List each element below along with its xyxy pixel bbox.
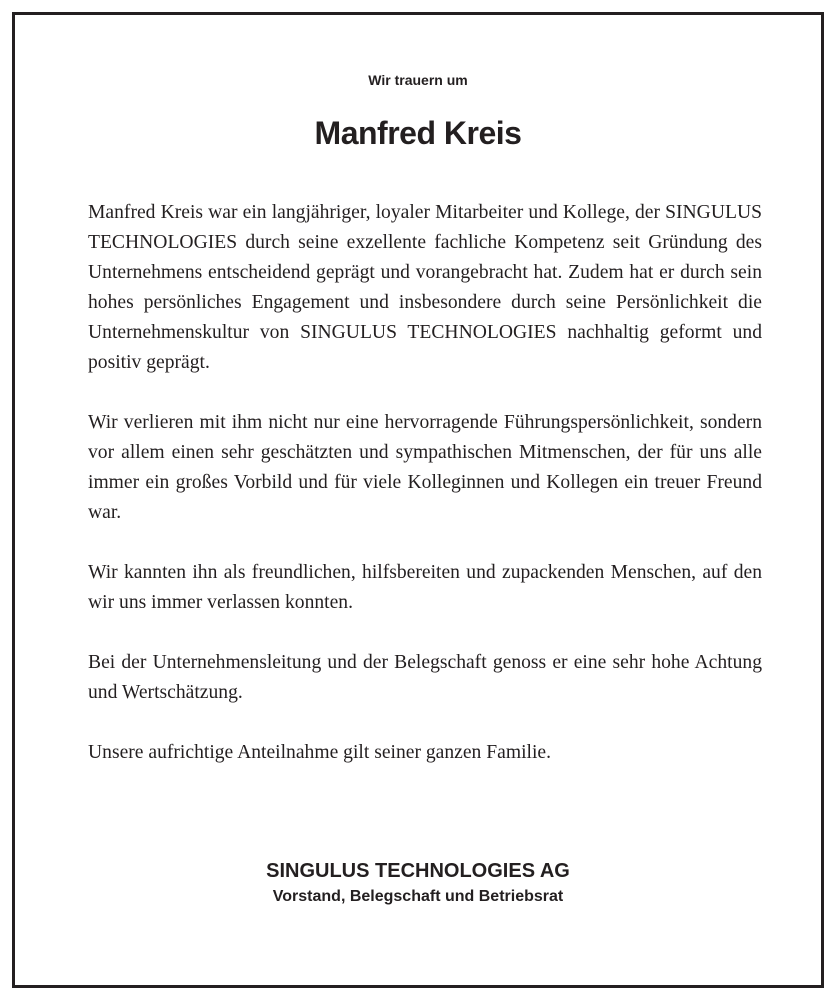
deceased-name: Manfred Kreis <box>314 115 522 151</box>
obituary-frame <box>12 12 824 988</box>
signatories: Vorstand, Belegschaft und Betriebsrat <box>272 888 564 905</box>
paragraph-1: Manfred Kreis war ein langjähriger, loyaler Mitarbeiter und Kollege, der SINGULUS TECHNOLOGIES durch seine exzellente fachliche Kompetenz seit Gründung des Unternehmens entscheidend geprägt und vorangebracht hat. Zudem hat er durch sein hohes persönliches Engagement und insbesondere durch seine Persönlichkeit die Unternehmenskultur von SINGULUS TECHNOLOGIES nachhaltig geformt und positiv geprägt. <box>88 202 762 373</box>
signature-block <box>15 857 821 909</box>
intro-line: Wir trauern um <box>368 72 468 88</box>
paragraph-4: Bei der Unternehmensleitung und der Belegschaft genoss er eine sehr hohe Achtung und Wertschätzung. <box>88 652 762 703</box>
obituary-body <box>88 198 762 768</box>
paragraph-2: Wir verlieren mit ihm nicht nur eine hervorragende Führungspersönlichkeit, sondern vor allem einen sehr geschätzten und sympathischen Mitmenschen, der für uns alle immer ein großes Vorbild und für viele Kolleginnen und Kollegen ein treuer Freund war. <box>88 412 762 523</box>
company-name: SINGULUS TECHNOLOGIES AG <box>266 860 570 882</box>
paragraph-3: Wir kannten ihn als freundlichen, hilfsbereiten und zupackenden Menschen, auf den wir uns immer verlassen konnten. <box>88 562 762 613</box>
paragraph-5: Unsere aufrichtige Anteilnahme gilt seiner ganzen Familie. <box>88 742 552 763</box>
